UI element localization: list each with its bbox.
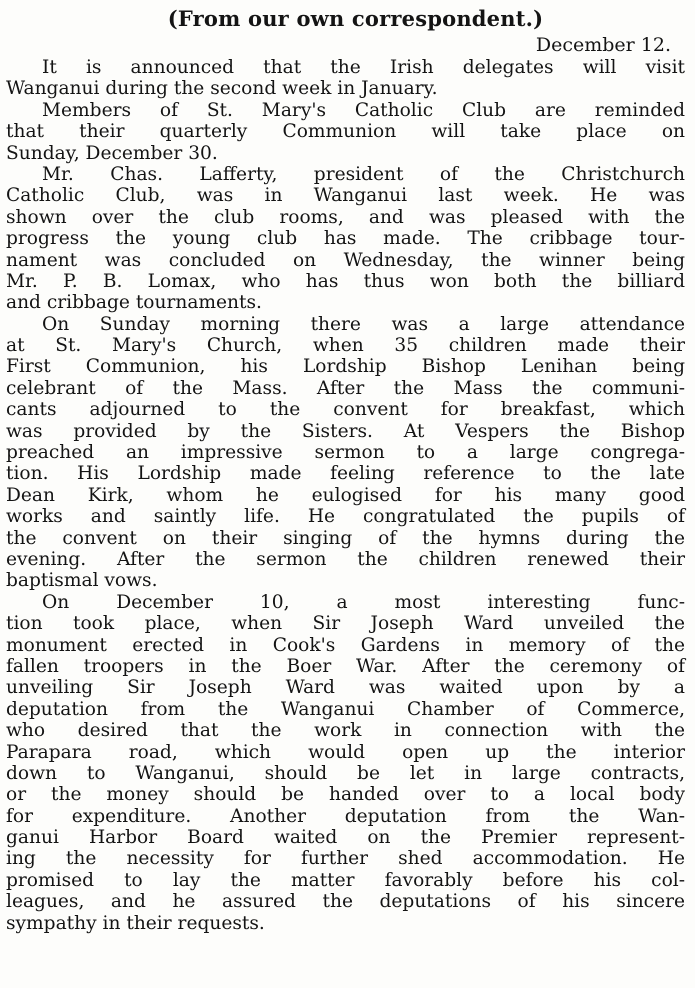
- text-line: tion took place, when Sir Joseph Ward unveiled the: [6, 613, 685, 635]
- text-line: that their quarterly Communion will take place on: [6, 121, 685, 143]
- text-line: evening. After the sermon the children renewed their: [6, 548, 685, 570]
- text-line: unveiling Sir Joseph Ward was waited upon by a: [6, 677, 685, 699]
- text-line: sympathy in their requests.: [6, 912, 265, 934]
- text-line: preached an impressive sermon to a large congrega-: [6, 442, 685, 464]
- text-line: down to Wanganui, should be let in large contracts,: [6, 762, 685, 784]
- text-line: Wanganui during the second week in January.: [6, 78, 438, 100]
- text-line: works and saintly life. He congratulated the pupils of: [6, 506, 685, 528]
- text-line: On December 10, a most interesting func-: [42, 591, 685, 613]
- text-line: nament was concluded on Wednesday, the winner being: [6, 249, 685, 271]
- paragraph-irish-delegates: [6, 57, 685, 100]
- text-line: ganui Harbor Board waited on the Premier represent-: [6, 827, 685, 849]
- paragraph-boer-war-monument: [6, 592, 685, 934]
- paragraph-catholic-club-communion: [6, 100, 685, 164]
- article-heading: (From our own correspondent.): [167, 6, 544, 31]
- text-line: shown over the club rooms, and was pleased with the: [6, 206, 685, 228]
- text-line: for expenditure. Another deputation from the Wan-: [6, 805, 685, 827]
- text-line: ing the necessity for further shed accommodation. He: [6, 848, 685, 870]
- text-line: First Communion, his Lordship Bishop Lenihan being: [6, 356, 685, 378]
- text-line: Members of St. Mary's Catholic Club are reminded: [42, 99, 685, 121]
- article-dateline: December 12.: [535, 34, 671, 56]
- text-line: cants adjourned to the convent for breakfast, which: [6, 399, 685, 421]
- text-line: It is announced that the Irish delegates will visit: [42, 57, 685, 78]
- text-line: at St. Mary's Church, when 35 children made their: [6, 335, 685, 357]
- text-line: Mr. P. B. Lomax, who has thus won both the billiard: [6, 270, 685, 292]
- text-line: deputation from the Wanganui Chamber of Commerce,: [6, 698, 685, 720]
- text-line: who desired that the work in connection with the: [6, 720, 685, 742]
- text-line: promised to lay the matter favorably before his col-: [6, 869, 685, 891]
- text-line: or the money should be handed over to a local body: [6, 784, 685, 806]
- text-line: progress the young club has made. The cribbage tour-: [6, 228, 685, 250]
- text-line: tion. His Lordship made feeling reference to the late: [6, 463, 685, 485]
- text-line: monument erected in Cook's Gardens in memory of the: [6, 634, 685, 656]
- text-line: and cribbage tournaments.: [6, 292, 262, 314]
- text-line: leagues, and he assured the deputations of his sincere: [6, 891, 685, 913]
- text-line: baptismal vows.: [6, 570, 158, 592]
- paragraph-lafferty-visit: [6, 164, 685, 314]
- text-line: was provided by the Sisters. At Vespers the Bishop: [6, 420, 685, 442]
- text-line: the convent on their singing of the hymns during the: [6, 527, 685, 549]
- text-line: Sunday, December 30.: [6, 142, 218, 164]
- paragraph-first-communion: [6, 314, 685, 592]
- text-line: Catholic Club, was in Wanganui last week. He was: [6, 185, 685, 207]
- text-line: celebrant of the Mass. After the Mass the communi-: [6, 377, 685, 399]
- text-line: Parapara road, which would open up the interior: [6, 741, 685, 763]
- text-line: Mr. Chas. Lafferty, president of the Christchurch: [42, 163, 685, 185]
- text-line: On Sunday morning there was a large attendance: [42, 313, 685, 335]
- article-body: [6, 57, 685, 934]
- text-line: fallen troopers in the Boer War. After the ceremony of: [6, 655, 685, 677]
- text-line: Dean Kirk, whom he eulogised for his many good: [6, 484, 685, 506]
